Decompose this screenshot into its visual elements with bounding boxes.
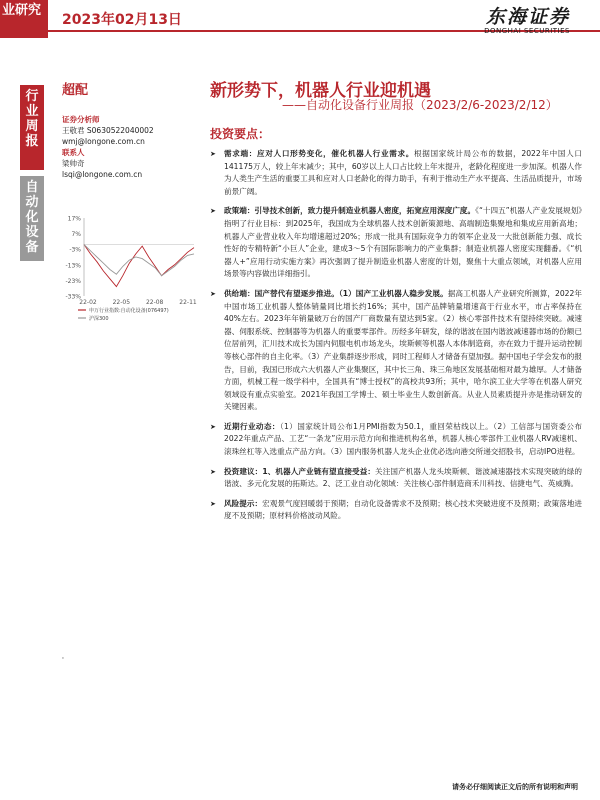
performance-chart [56, 212, 204, 334]
y-tick-label: -3% [69, 246, 81, 254]
y-tick-label: -13% [65, 262, 81, 270]
vertical-tab-industry: 自动化设备 [20, 176, 44, 261]
x-tick-label: 22-05 [112, 299, 131, 306]
bullet-risk [210, 498, 582, 523]
analyst-info [62, 114, 202, 180]
contact-name: 梁帅奇 [62, 159, 85, 168]
rating: 超配 [62, 83, 89, 98]
footnote-mark: ' [62, 656, 64, 664]
bullet-supply [210, 288, 582, 414]
report-type-tab: 业研究 [0, 0, 48, 38]
bullet-suggestion [210, 466, 582, 491]
investment-points [210, 148, 582, 530]
legend-label: 沪深300 [89, 316, 109, 322]
bullet-text: 宏观景气度回暖弱于预期；自动化设备需求不及预期；核心技术突破进度不及预期；政策落地进度不及预期；原材料价格波动风险。 [224, 498, 583, 521]
logo-text-cn: 东海证券 [485, 6, 570, 28]
y-tick-label: 7% [71, 231, 81, 239]
legend-label: 申万行业指数:自动化设备(076497) [89, 308, 169, 314]
bullet-lead: 供给端：国产替代有望逐步推进。（1）国产工业机器人稳步发展。 [224, 288, 448, 298]
x-tick-label: 22-11 [179, 299, 197, 306]
y-tick-label: -33% [65, 293, 81, 301]
x-tick-label: 22-08 [145, 299, 164, 306]
bullet-news [210, 421, 582, 459]
bullet-lead: 投资建议：1、机器人产业链有望直接受益： [224, 466, 376, 476]
contact-email: lsqi@longone.com.cn [62, 170, 143, 179]
logo-text-en: DONGHAI SECURITIES [484, 27, 570, 35]
bullet-text: 关注国产机器人龙头埃斯顿、谐波减速器技术实现突破的绿的谐波、多元化发展的拓斯达。2、泛工业自动化领域：关注核心部件制造商禾川科技、信捷电气、英威腾。 [224, 466, 582, 489]
bullet-demand [210, 148, 582, 198]
bullet-lead: 需求端：应对人口形势变化，催化机器人行业需求。 [224, 149, 414, 158]
y-tick-label: 17% [67, 215, 81, 223]
investment-points-title: 投资要点： [210, 127, 271, 141]
bullet-policy [210, 205, 582, 281]
headline: 新形势下，机器人行业迎机遇 [210, 81, 431, 101]
bullet-lead: 近期行业动态： [224, 421, 280, 431]
bullet-lead: 风险提示： [224, 498, 263, 508]
bullet-text: 根据国家统计局公布的数据，2022年中国人口141175万人，较上年末减少；其中，60岁以上人口占比较上年末提升，老龄化程度进一步加深。机器人作为人类生产生活的重要工具和应对人口老龄化的得力助手，有利于推动生产水平提高、生活品质提升，市场前景广阔。 [224, 149, 582, 196]
x-tick-label: 22-02 [79, 299, 97, 306]
report-date: 2023年02月13日 [62, 12, 182, 28]
bullet-text: （1）国家统计局公布1月PMI指数为50.1，重回荣枯线以上。（2）工信部与国资委公布2022年重点产品、工艺“一条龙”应用示范方向和推进机构名单，机器人核心零部件工业机器人RV减速机、滚珠丝杠等入选重点产品方向。（3）国内服务机器人龙头企业优必选向港交所递交招股书，启动IPO进程。 [224, 421, 582, 457]
analyst-label: 证券分析师 [62, 115, 100, 124]
y-tick-label: -23% [65, 277, 81, 285]
bullet-text: 《“十四五”机器人产业发展规划》指明了行业目标：到2025年，我国成为全球机器人技术创新策源地、高端制造集聚地和集成应用新高地；机器人产业营业收入年均增速超过20%；形成一批具有国际竞争力的领军企业及一大批创新能力强、成长性好的专精特新“小巨人”企业，建成3～5个有国际影响力的产业集群；制造业机器人密度实现翻番。《“机器人+”应用行动实施方案》再次强调了提升制造业机器人密度的计划，聚焦十大重点领域，对机器人应用场景等内容做出详细指引。 [224, 206, 582, 279]
bullet-lead: 政策端：引导技术创新，致力提升制造业机器人密度，拓宽应用深度广度。 [224, 206, 476, 216]
contact-label: 联系人 [62, 148, 85, 157]
series-line [84, 245, 194, 287]
series-line [84, 245, 194, 276]
bullet-text: 据高工机器人产业研究所测算，2022年中国市场工业机器人整体销量同比增长约16%；其中，国产品牌销量增速高于行业水平，市占率保持在40%左右。2023年年销量破万台的国产厂商数量有望达到5家。（2）核心零部件技术有望持续突破。减速器、伺服系统、控制器等为机器人的重要零部件。历经多年研发，绿的谐波在国内谐波减速器市场的份额已位居前列，汇川技术成长为国内伺服电机市场龙头，埃斯顿等机器人本体制造商，亦在致力于提升运动控制等核心部件的自主化率。（3）产业集群逐步形成，同时工程师人才储备有望加强。据中国电子学会发布的报告，目前，我国已形成六大机器人产业集聚区，其中长三角、珠三角地区发展基础相对最为雄厚。人才储备方面，机械工程一级学科中，全国具有“博士授权”的高校共93所；其中，哈尔滨工业大学等在机器人研究领域设有重点实验室。2021年我国工学博士、硕士毕业生人数创新高。从业人员素质提升亦是推动研发的关键因素。 [224, 288, 583, 412]
company-logo [484, 2, 570, 35]
vertical-tab-report-type: 行业周报 [20, 85, 44, 170]
analyst-email: wmj@longone.com.cn [62, 137, 145, 146]
subheadline: ——自动化设备行业周报（2023/2/6-2023/2/12） [282, 98, 558, 112]
disclaimer: 请务必仔细阅读正文后的所有说明和声明 [452, 783, 578, 791]
analyst-name: 王敬君 S0630522040002 [62, 126, 154, 135]
